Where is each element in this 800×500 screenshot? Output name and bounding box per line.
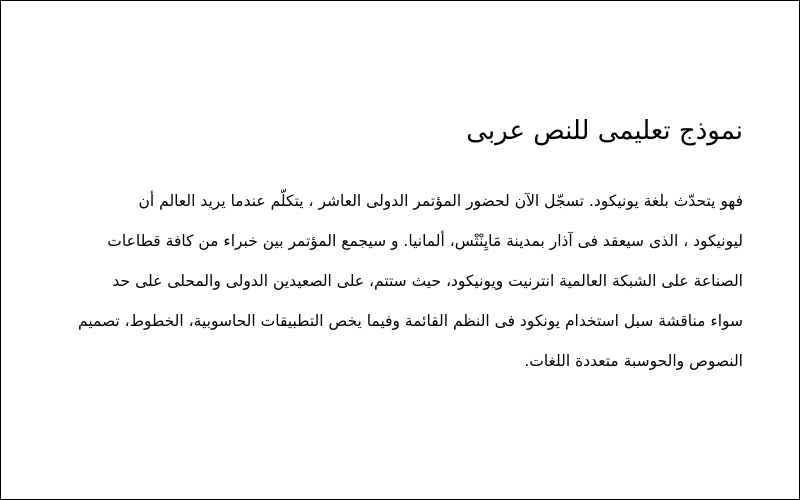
document-title: نموذج تعليمى للنص عربى [466, 116, 743, 146]
paragraph-line: ليونيكود ، الذى سيعقد فى آذار بمدينة مَايِنْتْس، ألمانيا. و سيجمع المؤتمر بين خبراء من كافة قطاعات [107, 232, 743, 250]
document-body [43, 111, 743, 381]
paragraph-line: الصناعة على الشبكة العالمية انترنيت ويونيكود، حيث ستتم، على الصعيدين الدولى والمحلى على حد [112, 272, 743, 290]
paragraph-line: سواء مناقشة سبل استخدام يونكود فى النظم القائمة وفيما يخص التطبيقات الحاسوبية، الخطوط، تصميم [77, 312, 743, 330]
paragraph-line: فهو يتحدّث بلغة يونيكود. تسجّل الآن لحضور المؤتمر الدولى العاشر ، يتكلّم عندما يريد العالم أن [138, 192, 743, 210]
document-paragraph [43, 181, 743, 381]
paragraph-line: النصوص والحوسبة متعددة اللغات. [524, 352, 743, 370]
